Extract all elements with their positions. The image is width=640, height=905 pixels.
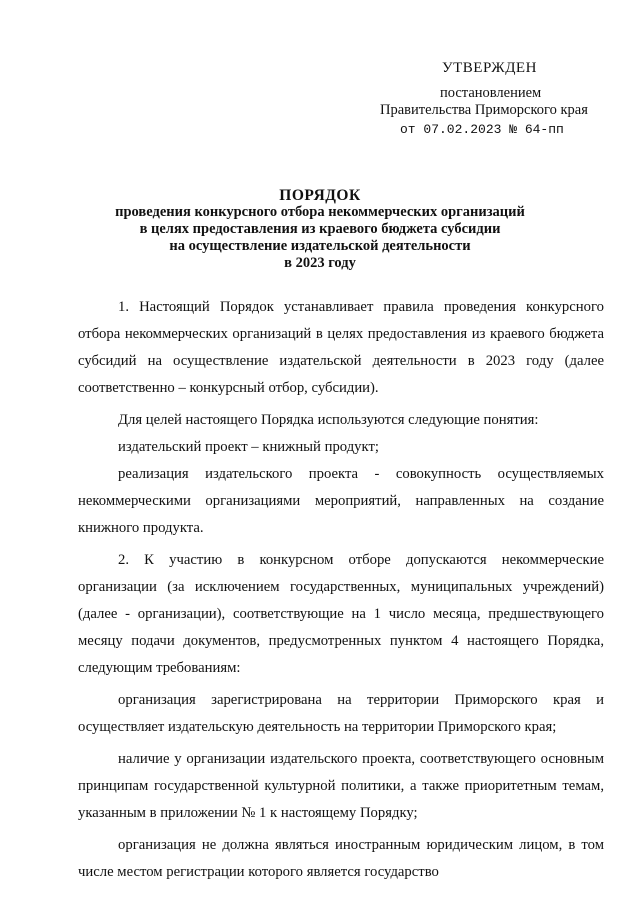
paragraph-2: 2. К участию в конкурсном отборе допускаются некоммерческие организации (за исключением государственных, муниципальных учреждений) (далее - организации), соответствующие на 1 число месяца, предшествующего месяцу подачи документов, предусмотренных пунктом 4 настоящего Порядка, следующим требованиям: xyxy=(78,552,604,676)
heading-line: в 2023 году xyxy=(284,255,356,271)
approval-line-government: Правительства Приморского края xyxy=(380,102,588,118)
paragraph-definition-project: издательский проект – книжный продукт; xyxy=(118,439,379,455)
approval-line-decree: постановлением xyxy=(440,85,542,101)
paragraph-requirement-registration: организация зарегистрирована на территории Приморского края и осуществляет издательскую деятельность на территории Приморского края; xyxy=(78,692,604,735)
approval-title: УТВЕРЖДЕН xyxy=(442,60,537,76)
heading-line: проведения конкурсного отбора некоммерческих организаций xyxy=(115,204,525,220)
paragraph-requirement-project: наличие у организации издательского проекта, соответствующего основным принципам государственной культурной политики, а также приоритетным темам, указанным в приложении № 1 к настоящему Порядку; xyxy=(78,751,604,821)
heading-line: на осуществление издательской деятельности xyxy=(169,238,471,254)
paragraph-requirement-foreign: организация не должна являться иностранным юридическим лицом, в том числе местом регистрации которого является государство xyxy=(78,837,604,880)
document-heading xyxy=(0,187,640,272)
paragraph-definition-implementation: реализация издательского проекта - совокупность осуществляемых некоммерческими организациями мероприятий, направленных на создание книжного продукта. xyxy=(78,466,604,536)
document-body xyxy=(78,294,604,891)
paragraph-definitions-intro: Для целей настоящего Порядка используются следующие понятия: xyxy=(118,412,539,428)
heading-line: в целях предоставления из краевого бюджета субсидии xyxy=(139,221,501,237)
document-title: ПОРЯДОК xyxy=(279,187,361,204)
approval-line-date-number: от 07.02.2023 № 64-пп xyxy=(400,122,564,137)
paragraph-1: 1. Настоящий Порядок устанавливает правила проведения конкурсного отбора некоммерческих организаций в целях предоставления из краевого бюджета субсидий на осуществление издательской деятельности в 2023 году (далее соответственно – конкурсный отбор, субсидии). xyxy=(78,299,604,396)
